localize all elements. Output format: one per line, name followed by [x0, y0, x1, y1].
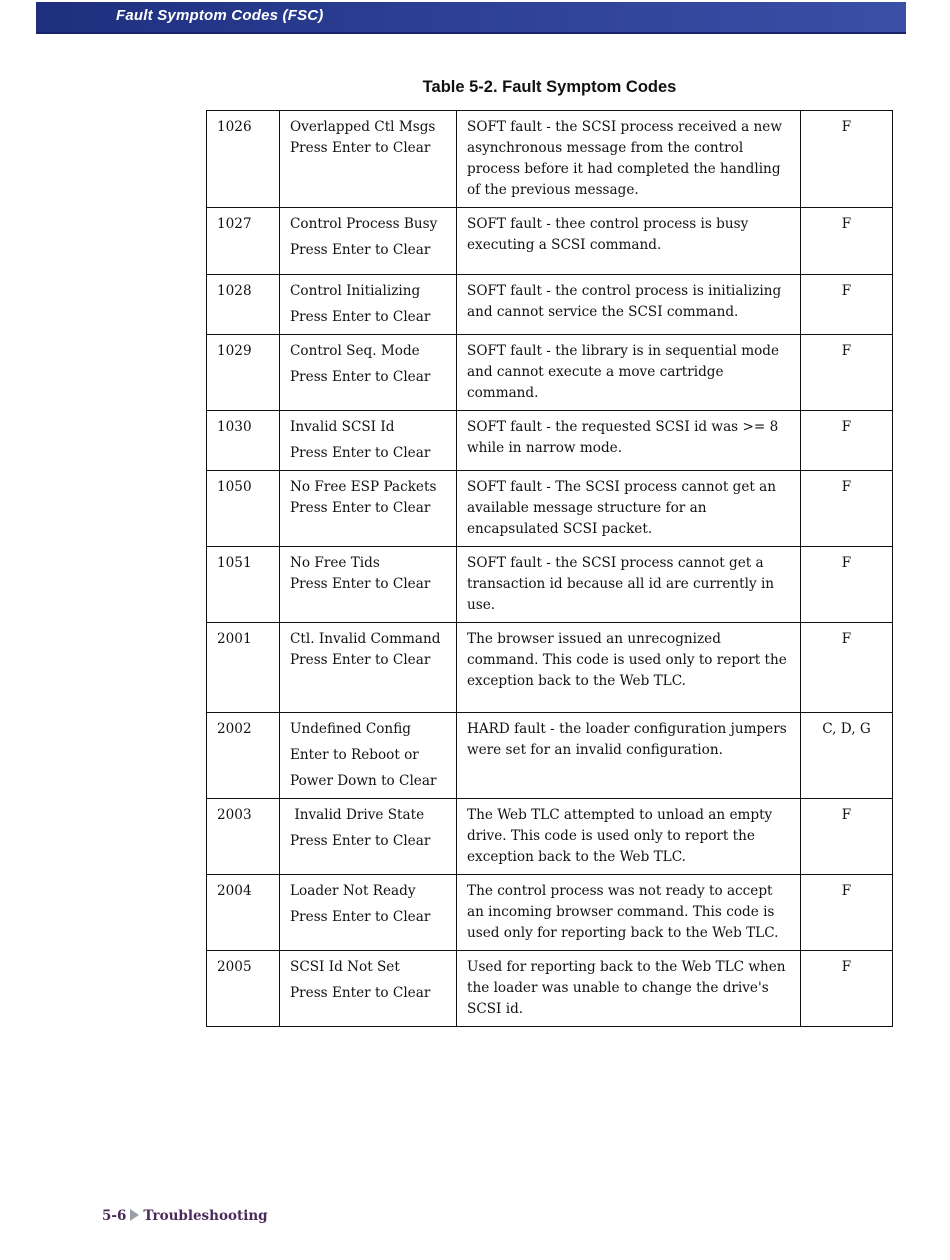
fsc-fault-type: C, D, G — [801, 713, 893, 799]
display-line: Press Enter to Clear — [290, 652, 431, 668]
fsc-display-message — [280, 208, 457, 275]
table-row — [207, 951, 893, 1027]
display-line: Undefined Config — [290, 721, 411, 737]
display-line: Press Enter to Clear — [290, 242, 431, 258]
fsc-description: SOFT fault - the library is in sequential mode and cannot execute a move cartridge command. — [457, 335, 801, 411]
fsc-code: 2002 — [207, 713, 280, 799]
fsc-code: 1028 — [207, 275, 280, 335]
fault-symptom-codes-table — [206, 110, 893, 1027]
fsc-description: SOFT fault - The SCSI process cannot get an available message structure for an encapsulated SCSI packet. — [457, 471, 801, 547]
fsc-display-message — [280, 335, 457, 411]
fsc-fault-type: F — [801, 411, 893, 471]
fsc-code: 1030 — [207, 411, 280, 471]
table-caption: Table 5-2. Fault Symptom Codes — [422, 78, 677, 96]
page-number: 5-6 — [102, 1208, 127, 1224]
fsc-fault-type: F — [801, 951, 893, 1027]
table-row — [207, 111, 893, 208]
fsc-description: The browser issued an unrecognized command. This code is used only to report the exception back to the Web TLC. — [457, 623, 801, 713]
fsc-display-message — [280, 951, 457, 1027]
display-line: No Free ESP Packets — [290, 479, 437, 495]
display-line: Control Seq. Mode — [290, 343, 420, 359]
fsc-fault-type: F — [801, 547, 893, 623]
display-line: Power Down to Clear — [290, 773, 437, 789]
display-line: Press Enter to Clear — [290, 445, 431, 461]
fsc-fault-type: F — [801, 799, 893, 875]
display-line: Invalid SCSI Id — [290, 419, 395, 435]
fsc-display-message — [280, 411, 457, 471]
display-line: Enter to Reboot or — [290, 747, 419, 763]
fsc-code: 1029 — [207, 335, 280, 411]
table-row — [207, 875, 893, 951]
fsc-display-message — [280, 111, 457, 208]
page-footer — [102, 1208, 268, 1224]
display-line: Loader Not Ready — [290, 883, 416, 899]
fsc-description: Used for reporting back to the Web TLC when the loader was unable to change the drive's SCSI id. — [457, 951, 801, 1027]
fsc-fault-type: F — [801, 208, 893, 275]
fsc-display-message — [280, 713, 457, 799]
display-line: Press Enter to Clear — [290, 309, 431, 325]
fsc-code: 1051 — [207, 547, 280, 623]
header-bar — [36, 2, 906, 34]
table-row — [207, 411, 893, 471]
display-line: Overlapped Ctl Msgs — [290, 119, 436, 135]
section-name: Troubleshooting — [143, 1208, 268, 1224]
display-line: No Free Tids — [290, 555, 380, 571]
fsc-description: HARD fault - the loader configuration jumpers were set for an invalid configuration. — [457, 713, 801, 799]
table-row — [207, 713, 893, 799]
table-row — [207, 623, 893, 713]
table-row — [207, 335, 893, 411]
fsc-code: 1026 — [207, 111, 280, 208]
fsc-code: 2001 — [207, 623, 280, 713]
fsc-fault-type: F — [801, 111, 893, 208]
display-line: Press Enter to Clear — [290, 985, 431, 1001]
fsc-description: SOFT fault - the control process is initializing and cannot service the SCSI command. — [457, 275, 801, 335]
fsc-display-message — [280, 799, 457, 875]
table-row — [207, 208, 893, 275]
fsc-fault-type: F — [801, 875, 893, 951]
fsc-display-message — [280, 623, 457, 713]
fsc-fault-type: F — [801, 335, 893, 411]
fsc-display-message — [280, 875, 457, 951]
fsc-code: 2003 — [207, 799, 280, 875]
fsc-display-message — [280, 471, 457, 547]
display-line: Press Enter to Clear — [290, 576, 431, 592]
display-line: Press Enter to Clear — [290, 369, 431, 385]
fsc-description: SOFT fault - thee control process is busy executing a SCSI command. — [457, 208, 801, 275]
fsc-display-message — [280, 275, 457, 335]
display-line: Press Enter to Clear — [290, 500, 431, 516]
table-row — [207, 799, 893, 875]
fsc-fault-type: F — [801, 623, 893, 713]
fsc-description: SOFT fault - the SCSI process cannot get a transaction id because all id are currently in use. — [457, 547, 801, 623]
fsc-description: SOFT fault - the SCSI process received a new asynchronous message from the control process before it had completed the handling of the previous message. — [457, 111, 801, 208]
display-line: Invalid Drive State — [290, 807, 425, 823]
arrow-right-icon — [130, 1209, 139, 1221]
fsc-fault-type: F — [801, 471, 893, 547]
display-line: Press Enter to Clear — [290, 909, 431, 925]
fsc-display-message — [280, 547, 457, 623]
fsc-code: 2004 — [207, 875, 280, 951]
table-row — [207, 275, 893, 335]
header-title: Fault Symptom Codes (FSC) — [116, 7, 324, 24]
display-line: SCSI Id Not Set — [290, 959, 400, 975]
display-line: Press Enter to Clear — [290, 140, 431, 156]
fsc-code: 2005 — [207, 951, 280, 1027]
display-line: Press Enter to Clear — [290, 833, 431, 849]
table-row — [207, 547, 893, 623]
fsc-code: 1027 — [207, 208, 280, 275]
fsc-description: The control process was not ready to accept an incoming browser command. This code is used only for reporting back to the Web TLC. — [457, 875, 801, 951]
fsc-fault-type: F — [801, 275, 893, 335]
table-row — [207, 471, 893, 547]
display-line: Control Process Busy — [290, 216, 438, 232]
fsc-description: SOFT fault - the requested SCSI id was >= 8 while in narrow mode. — [457, 411, 801, 471]
display-line: Ctl. Invalid Command — [290, 631, 441, 647]
display-line: Control Initializing — [290, 283, 421, 299]
fsc-description: The Web TLC attempted to unload an empty drive. This code is used only to report the exception back to the Web TLC. — [457, 799, 801, 875]
fsc-code: 1050 — [207, 471, 280, 547]
